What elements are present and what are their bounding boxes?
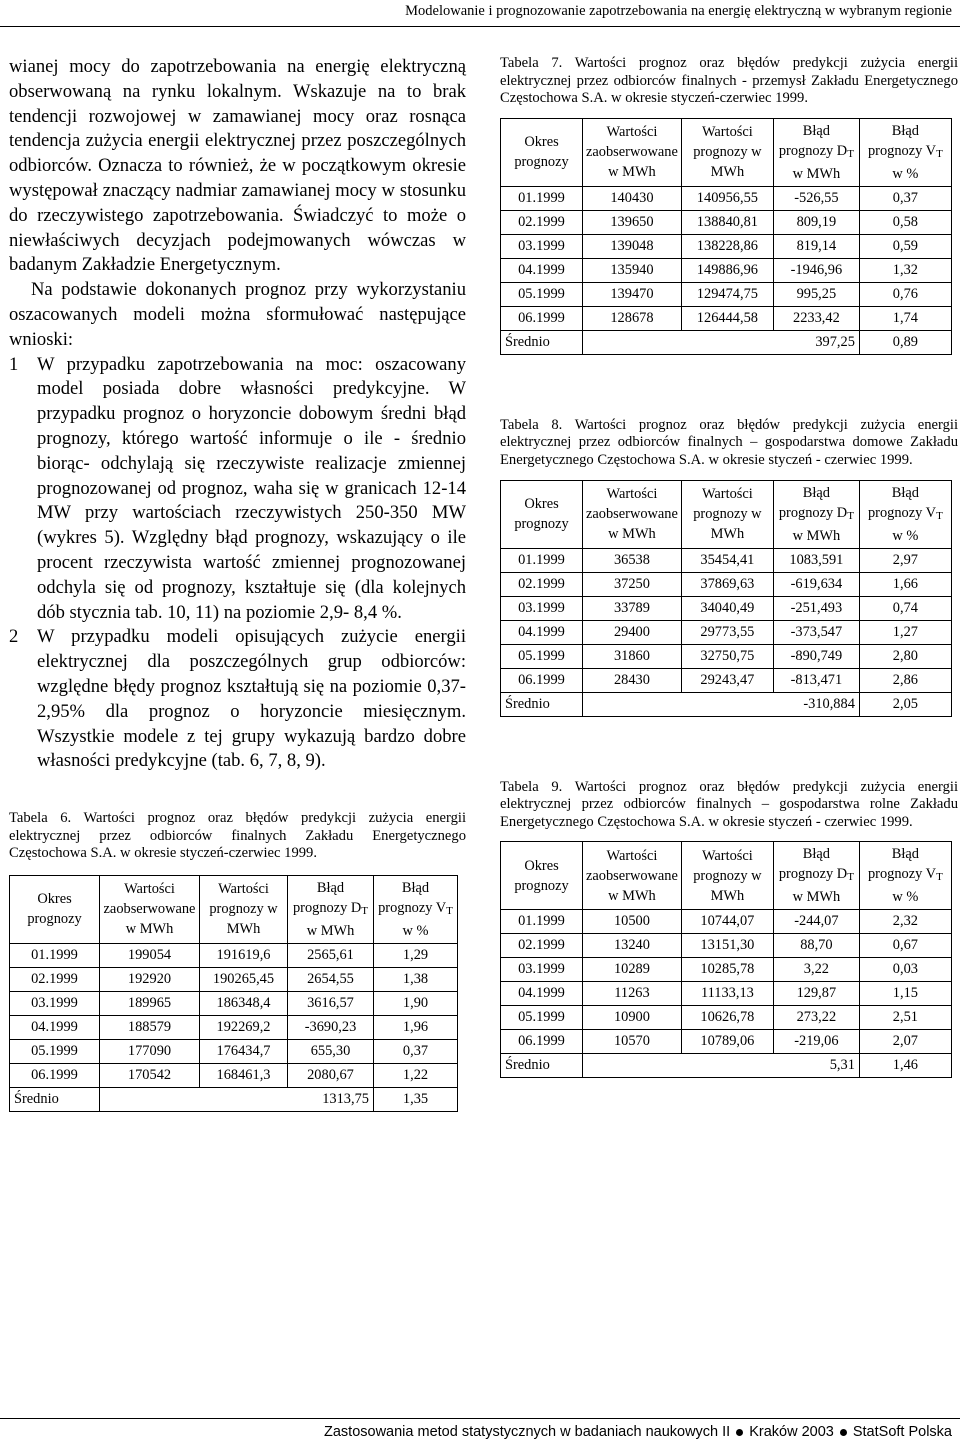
table-row (501, 644, 952, 668)
table-cell: 88,70 (773, 934, 859, 958)
table-cell: 04.1999 (501, 982, 583, 1006)
table-cell: 10285,78 (681, 958, 773, 982)
table-cell: 0,58 (859, 210, 951, 234)
header-subscript: T (936, 509, 943, 522)
header-unit: w % (892, 165, 919, 182)
header-unit: w MWh (792, 527, 841, 544)
table-cell: -813,471 (773, 668, 859, 692)
table-row (501, 982, 952, 1006)
table-6-block (9, 810, 466, 1112)
table-9-block (500, 779, 958, 1079)
table-cell: 128678 (583, 306, 682, 330)
table-cell: 186348,4 (200, 991, 288, 1015)
table-cell: 2,32 (859, 910, 951, 934)
footer-text-3: StatSoft Polska (852, 1424, 952, 1440)
list-text: W przypadku modeli opisujących zużycie energii elektrycznej dla poszczególnych grup odbiorców: względne błędy prognoz kształtują się na poziomie 0,37-2,95% dla prognoz o horyzoncie miesięcznym. Wszystkie modele z tej grupy wykazują bardzo dobre własności predykcyjne (tab. 6, 7, 8, 9). (37, 626, 466, 772)
header-label: Błąd prognozy D (778, 122, 848, 159)
header-error-v (374, 875, 458, 943)
header-label: Błąd prognozy D (778, 484, 848, 521)
table-row (501, 910, 952, 934)
table-cell: 34040,49 (681, 596, 773, 620)
table-cell: 10500 (583, 910, 682, 934)
header-label: Wartości zaobserwowane w MWh (586, 847, 678, 904)
table-cell: 03.1999 (501, 596, 583, 620)
table-row (501, 306, 952, 330)
table-cell: 168461,3 (200, 1063, 288, 1087)
header-label: Okres prognozy (514, 134, 569, 171)
table-cell: -526,55 (773, 186, 859, 210)
table-cell: -3690,23 (288, 1015, 374, 1039)
table-cell: 10570 (583, 1030, 682, 1054)
table-cell: -1946,96 (773, 258, 859, 282)
header-error-d (288, 875, 374, 943)
conclusions-list (9, 353, 466, 775)
header-label: Wartości zaobserwowane w MWh (103, 881, 196, 938)
table-row (501, 1006, 952, 1030)
bullet-icon (736, 1429, 743, 1436)
table-header-row (501, 118, 952, 186)
table-cell: 188579 (100, 1015, 200, 1039)
header-subscript: T (847, 147, 854, 160)
table-cell: 0,76 (859, 282, 951, 306)
table-cell: 04.1999 (10, 1015, 100, 1039)
table-cell: 2,51 (859, 1006, 951, 1030)
paragraph-1: wianej mocy do zapotrzebowania na energię elektryczną obserwowaną na rynku lokalnym. Wskazuje na to brak tendencji rozwojowej w zamawianej mocy oraz rosnąca tendencja zużycia energii elektrycznej przez poszczególnych odbiorców. Oznacza to również, że w początkowym okresie występował znaczący nadmiar zamawianej mocy w stosunku do rzeczywistego zapotrzebowania. Świadczyć to może o niewłaściwych decyzjach podejmowanych wówczas w badanym Zakładzie Energetycznym. (9, 56, 466, 276)
average-v: 1,46 (859, 1054, 951, 1078)
table-cell: 139650 (583, 210, 682, 234)
table-cell: 273,22 (773, 1006, 859, 1030)
header-label: Wartości prognozy w MWh (209, 881, 278, 938)
header-unit: w % (402, 922, 429, 939)
table-cell: 0,59 (859, 234, 951, 258)
table-cell: 05.1999 (501, 1006, 583, 1030)
table-cell: 10289 (583, 958, 682, 982)
header-label: Błąd prognozy V (867, 846, 937, 883)
table-cell: 140956,55 (681, 186, 773, 210)
table-cell: 05.1999 (501, 282, 583, 306)
table-cell: 3616,57 (288, 991, 374, 1015)
table-cell: 140430 (583, 186, 682, 210)
table-cell: 10744,07 (681, 910, 773, 934)
table-cell: 139470 (583, 282, 682, 306)
table-cell: 139048 (583, 234, 682, 258)
header-error-d (773, 842, 859, 910)
table-cell: 995,25 (773, 282, 859, 306)
header-subscript: T (936, 871, 943, 884)
table-cell: 1,90 (374, 991, 458, 1015)
table-header-row (10, 875, 458, 943)
table-cell: 10789,06 (681, 1030, 773, 1054)
table-cell: 199054 (100, 943, 200, 967)
average-label: Średnio (501, 330, 583, 354)
header-okres (501, 842, 583, 910)
table-row (501, 548, 952, 572)
table-cell: 06.1999 (501, 668, 583, 692)
average-d: 397,25 (583, 330, 860, 354)
table-cell: 2,07 (859, 1030, 951, 1054)
average-v: 0,89 (859, 330, 951, 354)
table-cell: 0,74 (859, 596, 951, 620)
table-cell: 1,29 (374, 943, 458, 967)
table-cell: 1,66 (859, 572, 951, 596)
table-cell: 0,37 (859, 186, 951, 210)
list-item (9, 625, 466, 774)
table-cell: 35454,41 (681, 548, 773, 572)
header-error-d (773, 480, 859, 548)
header-label: Błąd prognozy V (867, 484, 937, 521)
page-footer (0, 1418, 960, 1445)
header-subscript: T (446, 904, 453, 917)
table-row (501, 258, 952, 282)
table-cell: 2,97 (859, 548, 951, 572)
header-label: Okres prognozy (27, 891, 82, 928)
table-cell: 02.1999 (501, 934, 583, 958)
table-row (10, 967, 458, 991)
list-text: W przypadku zapotrzebowania na moc: oszacowany model posiada dobre własności predykcyjne. W przypadku prognoz o horyzoncie dobowym średni błąd prognozy, którego wartość informuje o ile - średnio biorąc- odchylają się rzeczywiste realizacje zmiennej prognozowanej od prognoz, waha się w granicach 12-14 MW przy wartościach rzeczywistych 250-350 MW (wykres 5). Względny błąd prognozy, wskazujący o ile procent rzeczywista wartość zmiennej prognozowanej odchyla się od prognozy, kształtuje się (dla kolejnych dób stycznia tab. 10, 11) na poziomie 2,9- 8,4 %. (37, 353, 466, 623)
table-cell: 177090 (100, 1039, 200, 1063)
table-cell: 170542 (100, 1063, 200, 1087)
table-cell: 31860 (583, 644, 682, 668)
table-cell: 0,67 (859, 934, 951, 958)
header-unit: w MWh (306, 922, 355, 939)
header-subscript: T (847, 871, 854, 884)
header-label: Wartości prognozy w MWh (693, 124, 762, 181)
table-cell: 03.1999 (501, 958, 583, 982)
header-observed (100, 875, 200, 943)
header-subscript: T (936, 147, 943, 160)
table-cell: 06.1999 (501, 1030, 583, 1054)
table-cell: 809,19 (773, 210, 859, 234)
table-cell: 129,87 (773, 982, 859, 1006)
header-label: Wartości prognozy w MWh (693, 486, 762, 543)
table-cell: 06.1999 (10, 1063, 100, 1087)
list-number: 1 (9, 353, 19, 375)
header-observed (583, 480, 682, 548)
table-row (10, 1063, 458, 1087)
header-unit: w % (892, 527, 919, 544)
table-caption: Tabela 6. Wartości prognoz oraz błędów predykcji zużycia energii elektrycznej przez odbiorców finalnych Zakładu Energetycznego Częstochowa S.A. w okresie styczeń-czerwiec 1999. (9, 810, 466, 862)
data-table (500, 841, 952, 1078)
table-cell: 01.1999 (501, 186, 583, 210)
data-table (500, 118, 952, 355)
header-okres (10, 875, 100, 943)
average-label: Średnio (501, 1054, 583, 1078)
table-average-row (501, 330, 952, 354)
average-d: 5,31 (583, 1054, 860, 1078)
table-cell: 1,96 (374, 1015, 458, 1039)
table-cell: 0,03 (859, 958, 951, 982)
header-label: Wartości prognozy w MWh (693, 847, 762, 904)
table-caption: Tabela 7. Wartości prognoz oraz błędów predykcji zużycia energii elektrycznej przez odbiorców finalnych - przemysł Zakładu Energetycznego Częstochowa S.A. w okresie styczeń-czerwiec 1999. (500, 55, 958, 107)
header-label: Wartości zaobserwowane w MWh (586, 124, 678, 181)
table-row (501, 210, 952, 234)
table-header-row (501, 480, 952, 548)
table-cell: 149886,96 (681, 258, 773, 282)
table-cell: 05.1999 (501, 644, 583, 668)
table-cell: 176434,7 (200, 1039, 288, 1063)
table-cell: 03.1999 (501, 234, 583, 258)
header-error-v (859, 480, 951, 548)
table-average-row (501, 692, 952, 716)
header-unit: w MWh (792, 165, 841, 182)
table-row (10, 1039, 458, 1063)
table-cell: 138840,81 (681, 210, 773, 234)
table-cell: 29773,55 (681, 620, 773, 644)
table-cell: 10900 (583, 1006, 682, 1030)
data-table (9, 875, 458, 1112)
table-row (501, 186, 952, 210)
header-forecast (681, 842, 773, 910)
body-text (9, 55, 466, 774)
table-cell: 135940 (583, 258, 682, 282)
table-cell: 11263 (583, 982, 682, 1006)
table-cell: 36538 (583, 548, 682, 572)
table-cell: 192269,2 (200, 1015, 288, 1039)
table-cell: 126444,58 (681, 306, 773, 330)
table-cell: 29400 (583, 620, 682, 644)
table-cell: 1,22 (374, 1063, 458, 1087)
table-cell: 13240 (583, 934, 682, 958)
table-cell: 2565,61 (288, 943, 374, 967)
table-cell: -619,634 (773, 572, 859, 596)
table-cell: 13151,30 (681, 934, 773, 958)
table-cell: 129474,75 (681, 282, 773, 306)
table-caption: Tabela 9. Wartości prognoz oraz błędów predykcji zużycia energii elektrycznej przez odbiorców finalnych – gospodarstwa rolne Zakładu Energetycznego Częstochowa S.A. w okresie styczeń - czerwiec 1999. (500, 778, 958, 830)
table-cell: 192920 (100, 967, 200, 991)
table-cell: 32750,75 (681, 644, 773, 668)
table-cell: 02.1999 (501, 572, 583, 596)
page-header: Modelowanie i prognozowanie zapotrzebowania na energię elektryczną w wybranym regionie (0, 0, 960, 27)
table-row (10, 1015, 458, 1039)
table-cell: 2,80 (859, 644, 951, 668)
table-cell: 05.1999 (10, 1039, 100, 1063)
table-cell: 191619,6 (200, 943, 288, 967)
average-v: 2,05 (859, 692, 951, 716)
average-v: 1,35 (374, 1087, 458, 1111)
table-cell: 11133,13 (681, 982, 773, 1006)
header-okres (501, 480, 583, 548)
header-okres (501, 118, 583, 186)
table-cell: 04.1999 (501, 620, 583, 644)
table-7-block (500, 55, 958, 355)
right-column (500, 55, 958, 1078)
table-cell: -373,547 (773, 620, 859, 644)
table-cell: 10626,78 (681, 1006, 773, 1030)
table-cell: 190265,45 (200, 967, 288, 991)
table-cell: 37250 (583, 572, 682, 596)
table-cell: 33789 (583, 596, 682, 620)
table-average-row (10, 1087, 458, 1111)
data-table (500, 480, 952, 717)
table-cell: 3,22 (773, 958, 859, 982)
table-cell: -244,07 (773, 910, 859, 934)
header-observed (583, 118, 682, 186)
table-row (501, 1030, 952, 1054)
table-cell: 2654,55 (288, 967, 374, 991)
header-label: Okres prognozy (514, 496, 569, 533)
header-forecast (681, 118, 773, 186)
header-error-d (773, 118, 859, 186)
table-cell: 2,86 (859, 668, 951, 692)
header-subscript: T (361, 904, 369, 917)
table-cell: 1083,591 (773, 548, 859, 572)
table-row (10, 943, 458, 967)
table-row (501, 234, 952, 258)
table-cell: 37869,63 (681, 572, 773, 596)
table-cell: 1,32 (859, 258, 951, 282)
table-cell: 03.1999 (10, 991, 100, 1015)
footer-text-1: Zastosowania metod statystycznych w badaniach naukowych II (324, 1424, 731, 1440)
header-unit: w % (892, 889, 919, 906)
table-cell: 819,14 (773, 234, 859, 258)
table-cell: 1,74 (859, 306, 951, 330)
table-cell: 06.1999 (501, 306, 583, 330)
table-header-row (501, 842, 952, 910)
header-subscript: T (847, 509, 854, 522)
header-label: Wartości zaobserwowane w MWh (586, 486, 678, 543)
table-row (501, 934, 952, 958)
bullet-icon (840, 1429, 847, 1436)
average-label: Średnio (501, 692, 583, 716)
table-cell: 138228,86 (681, 234, 773, 258)
header-forecast (200, 875, 288, 943)
table-row (501, 958, 952, 982)
average-d: 1313,75 (100, 1087, 374, 1111)
table-cell: 02.1999 (501, 210, 583, 234)
table-average-row (501, 1054, 952, 1078)
table-cell: -219,06 (773, 1030, 859, 1054)
table-cell: 655,30 (288, 1039, 374, 1063)
table-row (10, 991, 458, 1015)
table-row (501, 596, 952, 620)
table-row (501, 668, 952, 692)
table-cell: 0,37 (374, 1039, 458, 1063)
header-label: Błąd prognozy D (292, 879, 362, 916)
table-cell: 28430 (583, 668, 682, 692)
table-8-block (500, 417, 958, 717)
table-caption: Tabela 8. Wartości prognoz oraz błędów predykcji zużycia energii elektrycznej przez odbiorców finalnych – gospodarstwa domowe Zakładu Energetycznego Częstochowa S.A. w okresie styczeń - czerwiec 1999. (500, 416, 958, 468)
header-label: Błąd prognozy D (778, 846, 848, 883)
header-label: Błąd prognozy V (867, 122, 937, 159)
table-cell: 1,15 (859, 982, 951, 1006)
average-d: -310,884 (583, 692, 860, 716)
table-cell: 29243,47 (681, 668, 773, 692)
header-unit: w MWh (792, 889, 841, 906)
table-cell: 02.1999 (10, 967, 100, 991)
table-cell: 01.1999 (10, 943, 100, 967)
header-label: Okres prognozy (514, 857, 569, 894)
list-item (9, 353, 466, 626)
table-cell: 189965 (100, 991, 200, 1015)
header-error-v (859, 842, 951, 910)
table-cell: 04.1999 (501, 258, 583, 282)
table-cell: -890,749 (773, 644, 859, 668)
table-row (501, 282, 952, 306)
table-cell: 01.1999 (501, 548, 583, 572)
paragraph-2: Na podstawie dokonanych prognoz przy wykorzystaniu oszacowanych modeli można sformułować następujące wnioski: (9, 279, 466, 350)
table-cell: 1,27 (859, 620, 951, 644)
list-number: 2 (9, 626, 19, 648)
table-cell: 2233,42 (773, 306, 859, 330)
header-label: Błąd prognozy V (378, 879, 447, 916)
header-observed (583, 842, 682, 910)
average-label: Średnio (10, 1087, 100, 1111)
table-cell: 1,38 (374, 967, 458, 991)
table-cell: -251,493 (773, 596, 859, 620)
table-row (501, 572, 952, 596)
header-forecast (681, 480, 773, 548)
table-cell: 01.1999 (501, 910, 583, 934)
header-error-v (859, 118, 951, 186)
table-row (501, 620, 952, 644)
footer-text-2: Kraków 2003 (749, 1424, 834, 1440)
left-column (9, 55, 466, 1112)
table-cell: 2080,67 (288, 1063, 374, 1087)
